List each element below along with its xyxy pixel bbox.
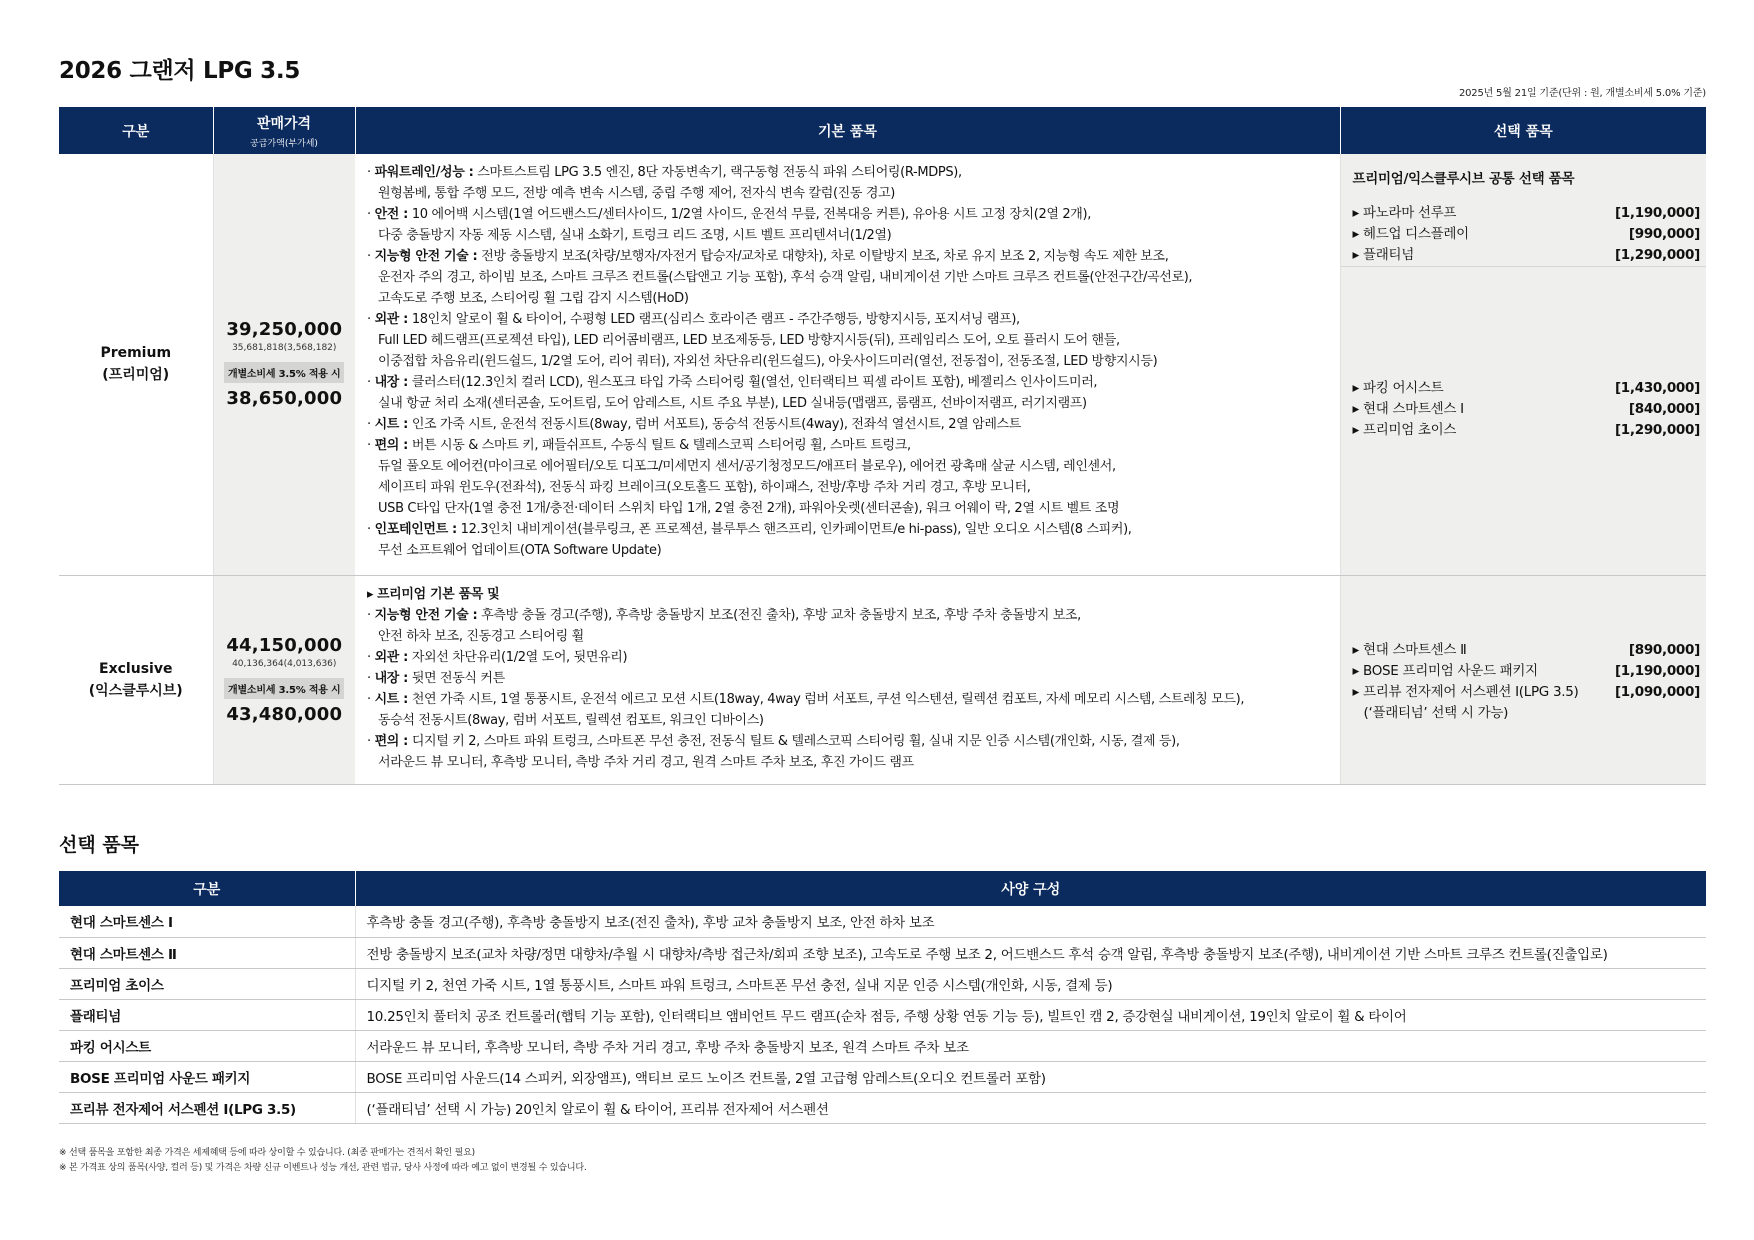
feature-line [367,605,1328,626]
option-row-name: 프리미엄 초이스 [59,968,355,999]
feature-bullet: · [367,649,375,665]
option-row-spec: 전방 충돌방지 보조(교차 차량/정면 대향차/추월 시 대향차/측방 접근차/회피 조향 보조), 고속도로 주행 보조 2, 어드밴스드 후석 승객 알림, 후측방 충돌방지 보조(주행), 내비게이션 기반 스마트 크루즈 컨트롤(진출입로) [355,937,1706,968]
feature-line: 서라운드 뷰 모니터, 후측방 모니터, 측방 주차 거리 경고, 원격 스마트 주차 보조, 후진 가이드 램프 [378,754,914,770]
feature-bullet: · [367,438,375,453]
feature-line [367,204,1328,225]
feature-line: 이중접합 차음유리(윈드쉴드, 1/2열 도어, 리어 쿼터), 자외선 차단유리(윈드쉴드), 아웃사이드미러(열선, 전동접이, 전동조절, LED 방향지시등) [378,354,1158,369]
price-cell-exclusive [213,575,355,784]
option-price: [1,190,000] [1614,662,1700,679]
price-with-tax: 43,480,000 [226,703,343,725]
price-cell-premium [213,154,355,575]
feature-text: 자외선 차단유리(1/2열 도어, 뒷면유리) [408,649,628,665]
trim-name-exclusive [59,575,213,784]
optional-items-premium [1340,154,1706,575]
option-row-spec: BOSE 프리미엄 사운드(14 스피커, 외장앰프), 액티브 로드 노이즈 컨트롤, 2열 고급형 암레스트(오디오 컨트롤러 포함) [355,1061,1706,1092]
feature-line [367,647,1328,668]
option-price: [1,430,000] [1614,380,1700,396]
option-name: ▸ BOSE 프리미엄 사운드 패키지 [1352,662,1538,679]
feature-text: 클러스터(12.3인치 컬러 LCD), 원스포크 타입 가죽 스티어링 휠(열선, 인터랙티브 픽셀 라이트 포함), 베젤리스 인사이드미러, [408,375,1098,390]
option-row-spec: 서라운드 뷰 모니터, 후측방 모니터, 측방 주차 거리 경고, 후방 주차 충돌방지 보조, 원격 스마트 주차 보조 [355,1030,1706,1061]
option-name: ▸ 프리미엄 초이스 [1352,422,1457,438]
feature-label: 지능형 안전 기술 : [374,249,478,264]
feature-label: 안전 : [374,207,409,222]
feature-bullet: · [367,733,375,749]
feature-label: 외관 : [374,312,409,327]
feature-bullet: ▸ [367,586,377,602]
option-name: ▸ 프리뷰 전자제어 서스펜션 Ⅰ(LPG 3.5) [1352,683,1579,700]
option-name: ▸ 파노라마 선루프 [1352,205,1457,221]
exclusive-options [1341,576,1707,734]
table-row [59,968,1706,999]
header-option-category: 구분 [59,871,355,906]
premium-options-list [1341,267,1707,451]
option-name: ▸ 파킹 어시스트 [1352,380,1444,396]
feature-text: 12.3인치 내비게이션(블루링크, 폰 프로젝션, 블루투스 핸즈프리, 인카페이먼트/e hi-pass), 일반 오디오 시스템(8 스피커), [456,522,1132,537]
option-item [1353,224,1701,245]
option-item [1353,640,1701,661]
feature-bullet: · [367,249,375,264]
header-category: 구분 [59,107,213,154]
feature-line: 듀얼 풀오토 에어컨(마이크로 에어필터/오토 디포그/미세먼지 센서/공기청정모드/애프터 블로우), 에어컨 광촉매 살균 시스템, 레인센서, [378,459,1116,474]
common-options-list [1353,203,1701,266]
optional-items-exclusive [1340,575,1706,784]
feature-label: 지능형 안전 기술 : [374,607,478,623]
option-row-spec: (‘플래티넘’ 선택 시 가능) 20인치 알로이 휠 & 타이어, 프리뷰 전자제어 서스펜션 [355,1092,1706,1123]
trim-name-premium [59,154,213,575]
option-price: [890,000] [1628,641,1700,658]
feature-bullet: · [367,165,375,180]
option-row-name: 현대 스마트센스 Ⅰ [59,906,355,937]
header-price-label: 판매가격 [256,115,312,132]
feature-label: 프리미엄 기본 품목 및 [376,586,500,602]
options-spec-table [59,871,1706,1124]
feature-text: 뒷면 전동식 커튼 [408,670,505,686]
feature-text: 디지털 키 2, 스마트 파워 트렁크, 스마트폰 무선 충전, 전동식 틸트 & 텔레스코픽 스티어링 휠, 실내 지문 인증 시스템(개인화, 시동, 결제 등), [408,733,1180,749]
feature-line: 세이프티 파워 윈도우(전좌석), 전동식 파킹 브레이크(오토홀드 포함), 하이패스, 전방/후방 주차 거리 경고, 후방 모니터, [378,480,1031,495]
table-row [59,906,1706,937]
footnote-line: ※ 선택 품목을 포함한 최종 가격은 세제혜택 등에 따라 상이할 수 있습니다. (최종 판매가는 견적서 확인 필요) [59,1148,475,1158]
option-price: [1,090,000] [1614,683,1700,700]
feature-line [367,372,1328,393]
option-price: [1,290,000] [1614,247,1700,263]
feature-list [367,584,1328,773]
options-table-header [59,871,1706,906]
feature-line [367,309,1328,330]
feature-text: 후측방 충돌 경고(주행), 후측방 충돌방지 보조(전진 출차), 후방 교차 충돌방지 보조, 후방 주차 충돌방지 보조, [477,607,1081,623]
trim-row-premium [59,154,1706,575]
feature-line: 고속도로 주행 보조, 스티어링 휠 그립 감지 시스템(HoD) [378,291,689,306]
feature-bullet: · [367,207,375,222]
feature-text: 스마트스트림 LPG 3.5 엔진, 8단 자동변속기, 랙구동형 전동식 파워 스티어링(R-MDPS), [473,165,962,180]
feature-bullet: · [367,607,375,623]
price-table [59,107,1706,785]
option-row-spec: 10.25인치 풀터치 공조 컨트롤러(햅틱 기능 포함), 인터랙티브 앰비언트 무드 램프(순차 점등, 주행 상황 연동 기능 등), 빌트인 캠 2, 증강현실 내비게이션, 19인치 알로이 휠 & 타이어 [355,999,1706,1030]
feature-label: 인포테인먼트 : [374,522,457,537]
footnotes [59,1146,587,1176]
option-name: ▸ 현대 스마트센스 Ⅰ [1352,401,1464,417]
feature-line [367,246,1328,267]
option-item [1353,378,1701,399]
header-price-sub: 공급가액(부가세) [250,138,318,149]
footnote-line: ※ 본 가격표 상의 품목(사양, 컬러 등) 및 가격은 차량 신규 이벤트나 성능 개선, 관련 법규, 당사 사정에 따라 예고 없이 변경될 수 있습니다. [59,1163,587,1173]
feature-label: 내장 : [374,670,409,686]
option-item [1353,245,1701,266]
feature-label: 시트 : [374,417,409,432]
feature-bullet: · [367,670,375,686]
option-price: [1,190,000] [1614,205,1700,221]
option-row-name: 프리뷰 전자제어 서스펜션 Ⅰ(LPG 3.5) [59,1092,355,1123]
feature-bullet: · [367,522,375,537]
feature-line [367,731,1328,752]
price-basis-note: 2025년 5월 21일 기준(단위 : 원, 개별소비세 5.0% 기준) [1458,88,1706,99]
feature-line: 다중 충돌방지 자동 제동 시스템, 실내 소화기, 트렁크 리드 조명, 시트 벨트 프리텐셔너(1/2열) [378,228,892,243]
feature-label: 파워트레인/성능 : [374,165,474,180]
feature-line: 실내 항균 처리 소재(센터콘솔, 도어트림, 도어 암레스트, 시트 주요 부분), LED 실내등(맵램프, 룸램프, 선바이저램프, 러기지램프) [378,396,1087,411]
header-price [213,107,355,154]
price-detail: 40,136,364(4,013,636) [232,658,337,669]
option-item [1353,661,1701,682]
header-basic-items: 기본 품목 [355,107,1340,154]
feature-line: 원형봄베, 통합 주행 모드, 전방 예측 변속 시스템, 중립 주행 제어, 전자식 변속 칼럼(진동 경고) [378,186,896,201]
option-row-spec: 디지털 키 2, 천연 가죽 시트, 1열 통풍시트, 스마트 파워 트렁크, 스마트폰 무선 충전, 실내 지문 인증 시스템(개인화, 시동, 결제 등) [355,968,1706,999]
feature-line: USB C타입 단자(1열 충전 1개/충전·데이터 스위치 타입 1개, 2열 충전 2개), 파워아웃렛(센터콘솔), 워크 어웨이 락, 2열 시트 벨트 조명 [378,501,1120,516]
feature-line: Full LED 헤드램프(프로젝션 타입), LED 리어콤비램프, LED 보조제동등, LED 방향지시등(뒤), 프레임리스 도어, 오토 플러시 도어 핸들, [378,333,1120,348]
option-row-name: 현대 스마트센스 Ⅱ [59,937,355,968]
table-row [59,1030,1706,1061]
option-item [1353,399,1701,420]
price-value: 44,150,000 [226,634,343,656]
price-detail: 35,681,818(3,568,182) [232,343,337,354]
option-name: ▸ 플래티넘 [1352,247,1414,263]
feature-bullet: · [367,417,375,432]
feature-text: 천연 가죽 시트, 1열 통풍시트, 운전석 에르고 모션 시트(18way, 4way 럼버 서포트, 쿠션 익스텐션, 릴렉션 컴포트, 자세 메모리 시스템, 스트레칭 모드), [408,691,1245,707]
option-row-name: 플래티넘 [59,999,355,1030]
header-option-spec: 사양 구성 [355,871,1706,906]
feature-label: 외관 : [374,649,409,665]
price-with-tax: 38,650,000 [226,388,343,410]
option-name: ▸ 현대 스마트센스 Ⅱ [1352,641,1467,658]
feature-line [367,435,1328,456]
trim-name-ko: (프리미엄) [102,367,170,384]
feature-line [367,519,1328,540]
table-row [59,937,1706,968]
options-table-body [59,906,1706,1123]
option-price: [990,000] [1628,226,1700,242]
feature-line: 안전 하차 보조, 진동경고 스티어링 휠 [378,628,584,644]
feature-line [367,162,1328,183]
options-section-title: 선택 품목 [59,834,140,856]
feature-line: 운전자 주의 경고, 하이빔 보조, 스마트 크루즈 컨트롤(스탑앤고 기능 포함), 후석 승객 알림, 내비게이션 기반 스마트 크루즈 컨트롤(안전구간/곡선로), [378,270,1193,285]
feature-line [367,414,1328,435]
feature-bullet: · [367,312,375,327]
option-row-name: BOSE 프리미엄 사운드 패키지 [59,1061,355,1092]
feature-bullet: · [367,691,375,707]
feature-label: 편의 : [374,733,409,749]
trim-name-ko: (익스클루시브) [88,682,183,699]
feature-bullet: · [367,375,375,390]
common-options [1341,154,1707,267]
feature-label: 시트 : [374,691,409,707]
tax-badge: 개별소비세 3.5% 적용 시 [224,362,344,383]
exclusive-options-list [1353,640,1701,703]
feature-line [367,668,1328,689]
trim-row-exclusive [59,575,1706,784]
option-item [1353,420,1701,441]
option-name: ▸ 헤드업 디스플레이 [1352,226,1469,242]
page-title: 2026 그랜저 LPG 3.5 [59,58,301,84]
option-note: (‘플래티넘’ 선택 시 가능) [1363,704,1509,721]
table-row [59,1061,1706,1092]
header-optional-items: 선택 품목 [1340,107,1706,154]
option-item [1353,203,1701,224]
tax-badge: 개별소비세 3.5% 적용 시 [224,678,344,699]
table-row [59,1092,1706,1123]
price-value: 39,250,000 [226,319,343,341]
feature-line [367,584,1328,605]
feature-line: 무선 소프트웨어 업데이트(OTA Software Update) [378,543,662,558]
feature-text: 전방 충돌방지 보조(차량/보행자/자전거 탑승자/교차로 대향차), 차로 이탈방지 보조, 차로 유지 보조 2, 지능형 속도 제한 보조, [477,249,1169,264]
basic-items-exclusive [355,575,1340,784]
feature-text: 10 에어백 시스템(1열 어드밴스드/센터사이드, 1/2열 사이드, 운전석 무릎, 전복대응 커튼), 유아용 시트 고정 장치(2열 2개), [408,207,1092,222]
trim-name-en: Exclusive [99,660,173,677]
common-options-title: 프리미엄/익스클루시브 공통 선택 품목 [1352,171,1575,187]
option-price: [1,290,000] [1614,422,1700,438]
feature-label: 내장 : [374,375,409,390]
table-row [59,999,1706,1030]
option-row-name: 파킹 어시스트 [59,1030,355,1061]
feature-text: 인조 가죽 시트, 운전석 전동시트(8way, 럼버 서포트), 동승석 전동시트(4way), 전좌석 열선시트, 2열 암레스트 [408,417,1021,432]
feature-line [367,689,1328,710]
feature-line: 동승석 전동시트(8way, 럼버 서포트, 릴렉션 컴포트, 워크인 디바이스) [378,712,764,728]
option-row-spec: 후측방 충돌 경고(주행), 후측방 충돌방지 보조(전진 출차), 후방 교차 충돌방지 보조, 안전 하차 보조 [355,906,1706,937]
feature-label: 편의 : [374,438,409,453]
feature-text: 버튼 시동 & 스마트 키, 패들쉬프트, 수동식 틸트 & 텔레스코픽 스티어링 휠, 스마트 트렁크, [408,438,911,453]
basic-items-premium [355,154,1340,575]
price-table-header [59,107,1706,154]
trim-name-en: Premium [100,345,172,362]
option-item [1353,682,1701,703]
option-price: [840,000] [1628,401,1700,417]
feature-text: 18인치 알로이 휠 & 타이어, 수평형 LED 램프(심리스 호라이즌 램프 - 주간주행등, 방향지시등, 포지셔닝 램프), [408,312,1020,327]
feature-list [367,162,1328,561]
